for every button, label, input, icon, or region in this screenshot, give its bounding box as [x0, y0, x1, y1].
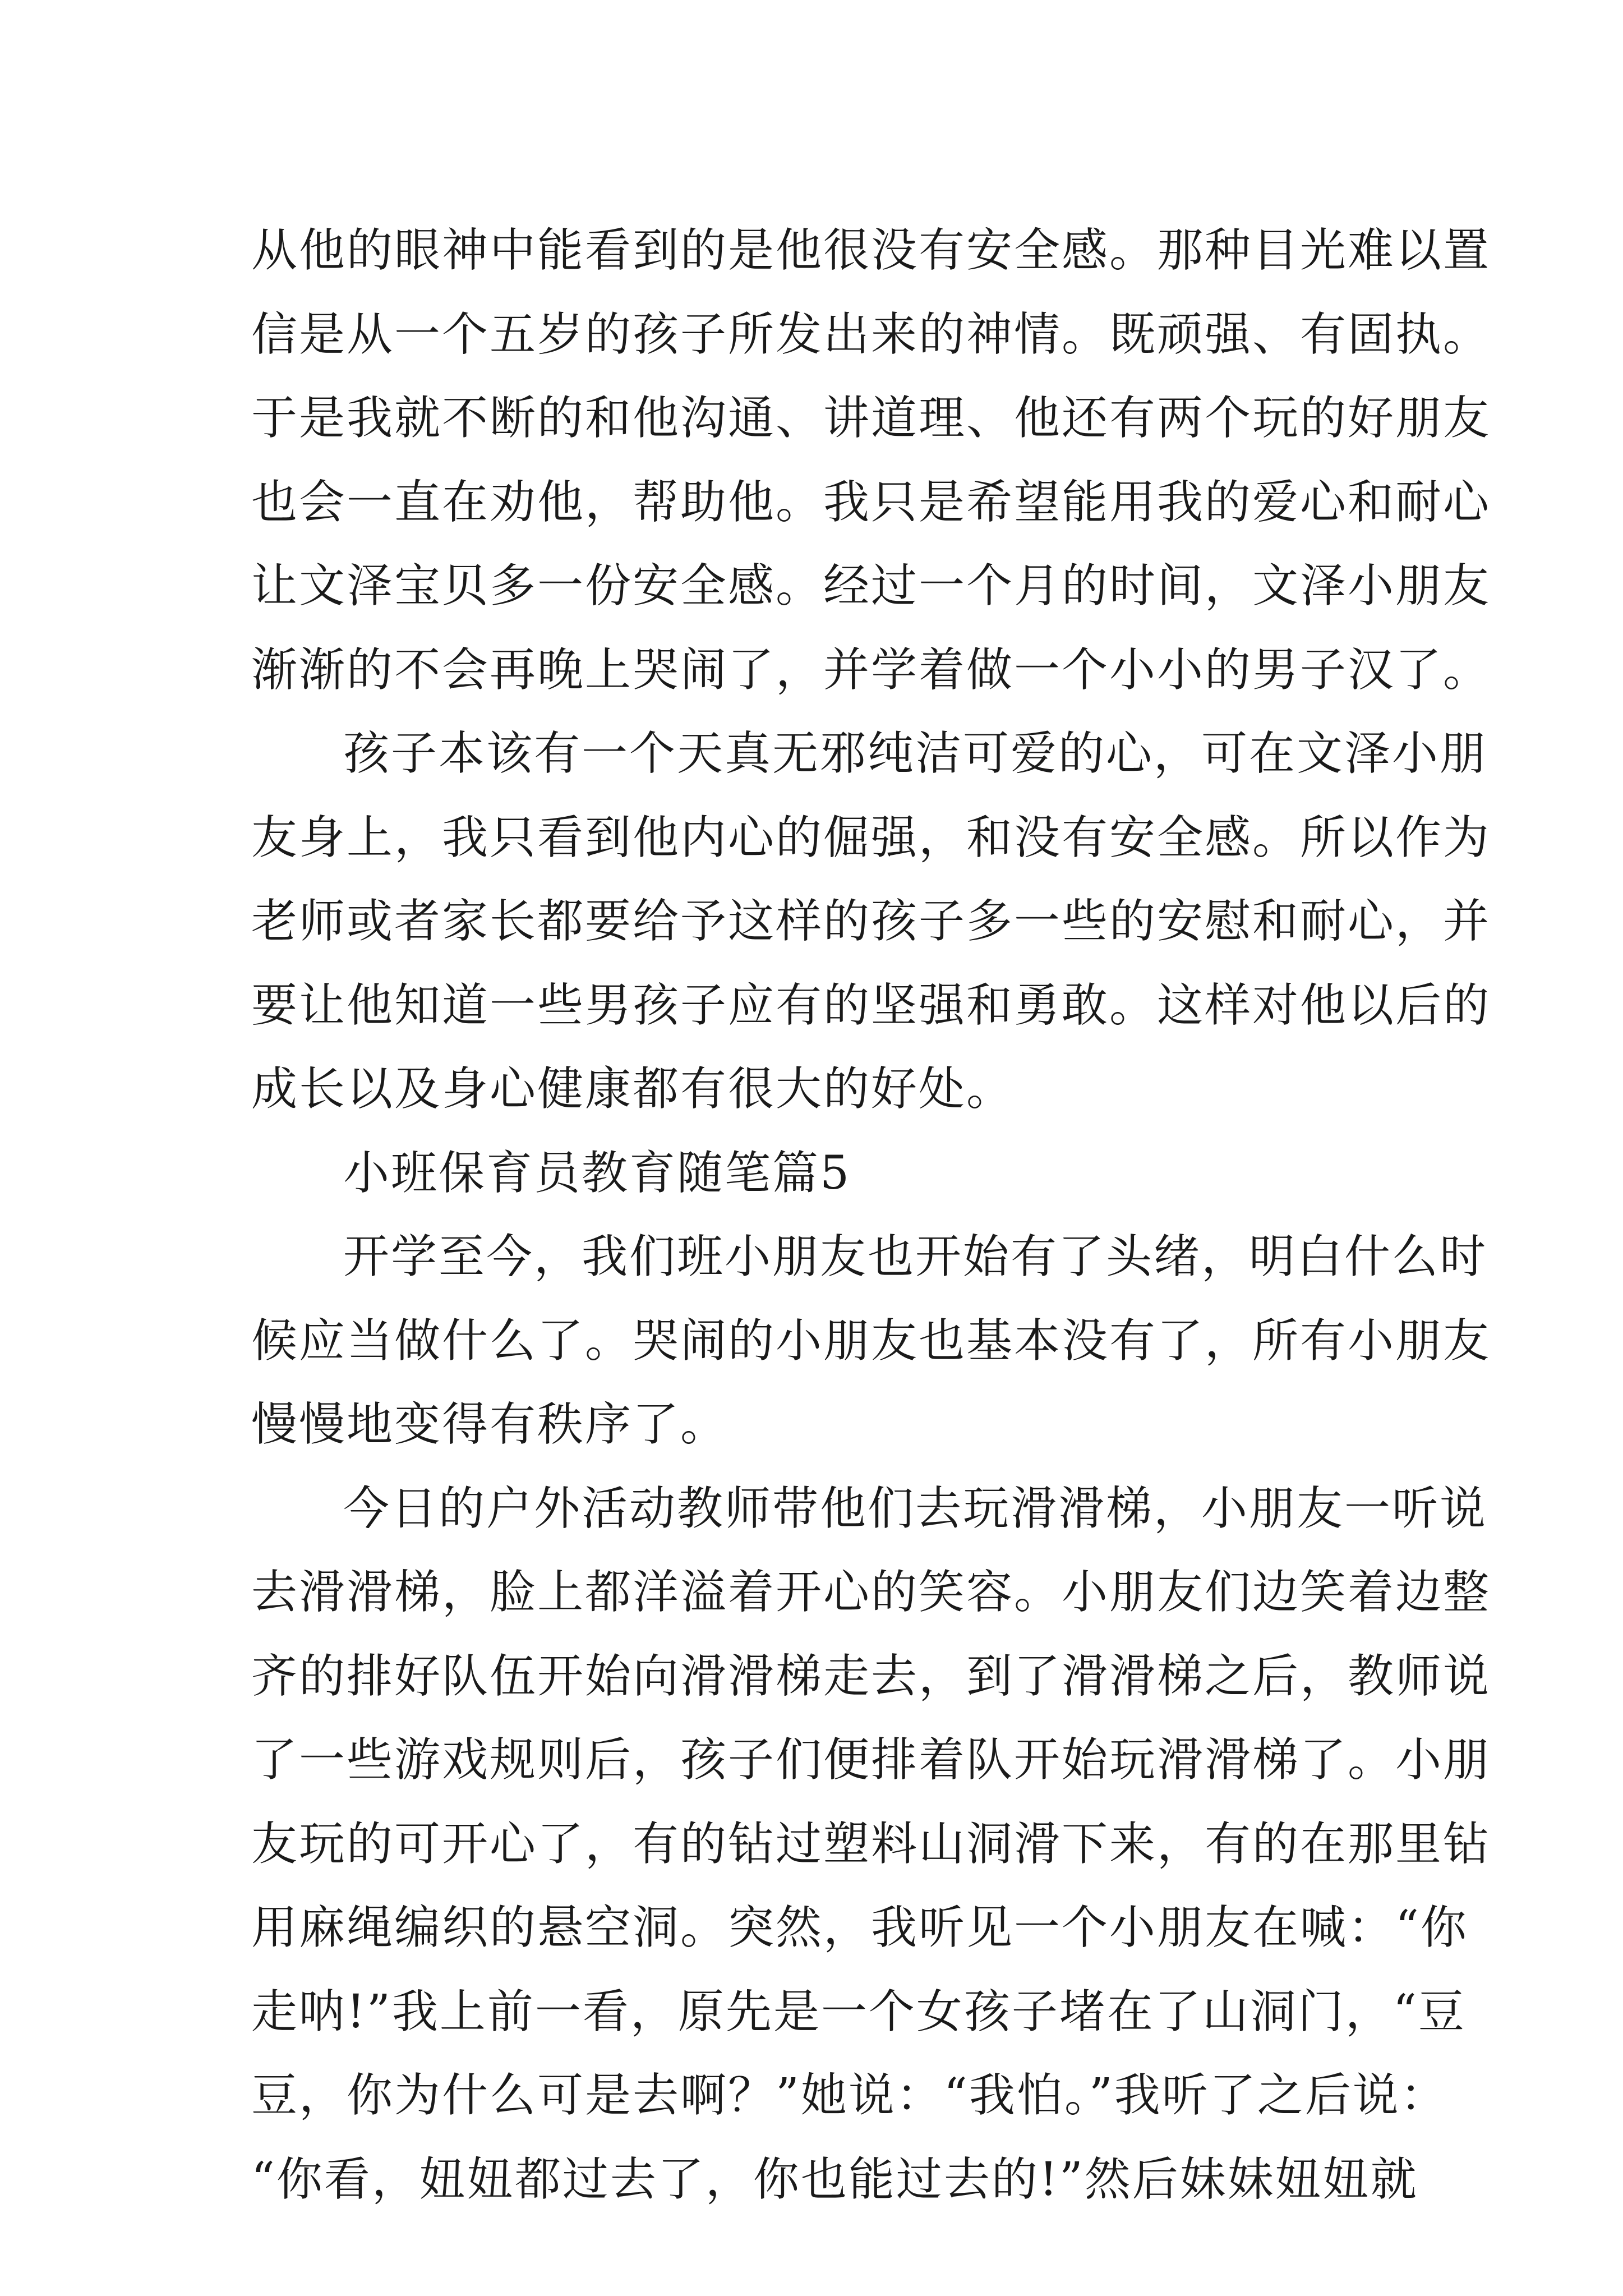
- text-line: “你看，妞妞都过去了，你也能过去的!”然后妹妹妞妞就: [251, 2152, 1418, 2206]
- text-line: 候应当做什么了。哭闹的小朋友也基本没有了，所有小朋友: [251, 1314, 1491, 1368]
- text-line: 去滑滑梯，脸上都洋溢着开心的笑容。小朋友们边笑着边整: [251, 1566, 1491, 1619]
- text-line: 信是从一个五岁的孩子所发出来的神情。既顽强、有固执。: [251, 307, 1491, 361]
- text-line: 开学至今，我们班小朋友也开始有了头绪，明白什么时: [343, 1230, 1488, 1283]
- text-line: 用麻绳编织的悬空洞。突然，我听见一个小朋友在喊：“你: [251, 1901, 1468, 1954]
- text-line: 要让他知道一些男孩子应有的坚强和勇敢。这样对他以后的: [251, 978, 1491, 1032]
- text-line: 也会一直在劝他，帮助他。我只是希望能用我的爱心和耐心: [251, 475, 1491, 529]
- text-line: 小班保育员教育随笔篇5: [343, 1146, 851, 1200]
- text-line: 走呐!”我上前一看，原先是一个女孩子堵在了山洞门，“豆: [251, 1985, 1466, 2039]
- text-line: 孩子本该有一个天真无邪纯洁可爱的心，可在文泽小朋: [343, 727, 1488, 780]
- text-line: 今日的户外活动教师带他们去玩滑滑梯，小朋友一听说: [343, 1481, 1488, 1535]
- text-line: 老师或者家长都要给予这样的孩子多一些的安慰和耐心，并: [251, 895, 1491, 948]
- text-line: 成长以及身心健康都有很大的好处。: [251, 1062, 1015, 1116]
- text-line: 豆，你为什么可是去啊？”她说：“我怕。”我听了之后说：: [251, 2069, 1448, 2122]
- text-line: 慢慢地变得有秩序了。: [251, 1398, 728, 1451]
- text-line: 齐的排好队伍开始向滑滑梯走去，到了滑滑梯之后，教师说: [251, 1649, 1491, 1703]
- text-line: 于是我就不断的和他沟通、讲道理、他还有两个玩的好朋友: [251, 392, 1491, 445]
- text-line: 友身上，我只看到他内心的倔强，和没有安全感。所以作为: [251, 811, 1491, 864]
- text-line: 让文泽宝贝多一份安全感。经过一个月的时间，文泽小朋友: [251, 559, 1491, 613]
- text-line: 从他的眼神中能看到的是他很没有安全感。那种目光难以置: [251, 224, 1491, 277]
- document-body: [251, 209, 1491, 2221]
- text-line: 了一些游戏规则后，孩子们便排着队开始玩滑滑梯了。小朋: [251, 1733, 1491, 1787]
- text-line: 渐渐的不会再晚上哭闹了，并学着做一个小小的男子汉了。: [251, 643, 1491, 697]
- text-line: 友玩的可开心了，有的钻过塑料山洞滑下来，有的在那里钻: [251, 1817, 1491, 1871]
